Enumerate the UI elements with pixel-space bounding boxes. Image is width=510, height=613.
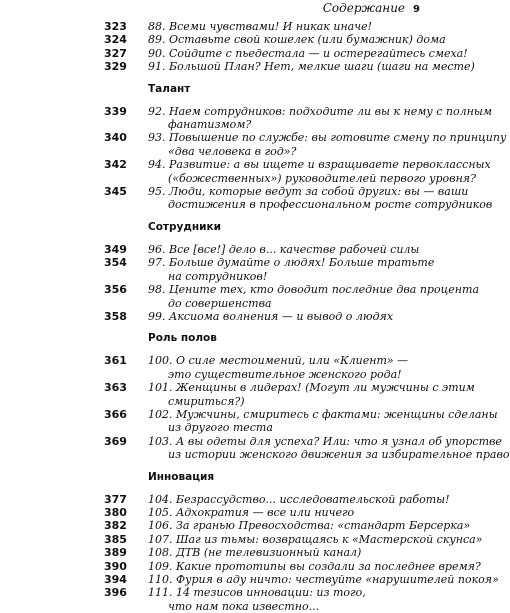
entry-title-line: на сотрудников! — [168, 269, 268, 283]
entry-title-line: 97. Больше думайте о людях! Больше тратьте — [148, 256, 435, 270]
entry-title-line: 103. А вы одеты для успеха? Или: что я узнал об упорстве — [148, 434, 502, 448]
entry-title-line: 93. Повышение по службе: вы готовите смену по принципу — [148, 131, 507, 145]
toc-entry[interactable] — [104, 559, 481, 573]
entry-title-line: 111. 14 тезисов инновации: из того, — [148, 586, 366, 600]
section-title: Роль полов — [148, 332, 217, 345]
toc-entry[interactable] — [104, 573, 499, 586]
entry-title-line: 89. Оставьте свой кошелек (или бумажник) дома — [148, 33, 446, 47]
toc-entry[interactable] — [104, 546, 414, 559]
entry-title-line: 104. Безрассудство... исследовательской работы! — [148, 492, 450, 506]
entry-title-line: 106. За гранью Превосходства: «стандарт Берсерка» — [148, 519, 471, 533]
entry-page-number: 358 — [104, 309, 127, 323]
entry-page-number: 342 — [104, 158, 127, 172]
entry-page-number: 390 — [104, 559, 127, 573]
entry-title-line: 96. Все [все!] дело в... качестве рабочей силы — [148, 242, 420, 256]
entry-title-line: из истории женского движения за избирательное право — [168, 448, 510, 462]
entry-title-line: 94. Развитие: а вы ищете и взращиваете первоклассных — [148, 158, 491, 172]
entry-page-number: 366 — [104, 407, 127, 421]
entry-page-number: 356 — [104, 283, 127, 297]
header-title: Содержание — [322, 1, 406, 15]
entry-page-number: 324 — [104, 33, 127, 47]
toc-entry[interactable] — [104, 20, 414, 33]
entry-page-number: 380 — [104, 505, 127, 519]
section-title: Талант — [148, 82, 191, 95]
entry-title-line: 107. Шаг из тьмы: возвращаясь к «Мастерской скунса» — [148, 532, 483, 546]
toc-entry[interactable] — [104, 283, 480, 310]
toc-entry[interactable] — [104, 586, 414, 613]
toc-entry[interactable] — [104, 60, 475, 74]
entry-page-number: 382 — [104, 519, 127, 533]
toc-entry[interactable] — [104, 519, 471, 533]
entry-title-line: 92. Наем сотрудников: подходите ли вы к нему с полным — [148, 104, 492, 118]
entry-page-number: 329 — [104, 60, 127, 74]
toc-entry[interactable] — [104, 242, 420, 256]
entry-page-number: 354 — [104, 256, 127, 270]
entry-title-line: смириться?) — [168, 394, 245, 408]
entry-page-number: 369 — [104, 434, 127, 448]
toc-entry[interactable] — [104, 434, 510, 462]
section-title: Инновация — [148, 470, 215, 483]
entry-page-number: 377 — [104, 492, 127, 506]
toc-entry[interactable] — [104, 506, 414, 519]
entry-page-number: 363 — [104, 381, 127, 395]
entry-title-line: («божественных») руководителей первого уровня? — [168, 171, 476, 185]
entry-page-number: 323 — [104, 20, 127, 33]
entry-page-number: 385 — [104, 532, 127, 546]
entry-title-line: 99. Аксиома волнения — и вывод о людях — [148, 309, 394, 323]
toc-entry[interactable] — [104, 354, 414, 381]
toc-entry[interactable] — [104, 185, 493, 212]
entry-page-number: 345 — [104, 185, 127, 199]
entry-page-number: 394 — [104, 573, 127, 586]
entry-title-line: 100. О силе местоимений, или «Клиент» — — [148, 354, 409, 368]
entry-title-line: 109. Какие прототипы вы создали за последнее время? — [148, 559, 481, 573]
toc-entry[interactable] — [104, 158, 491, 185]
section-title: Сотрудники — [148, 220, 221, 233]
entry-title-line: 108. ДТВ (не телевизионный канал) — [148, 546, 362, 560]
entry-title-line: из другого теста — [168, 421, 273, 435]
entry-title-line: 95. Люди, которые ведут за собой других: вы — ваши — [148, 185, 469, 199]
entry-title-line: 101. Женщины в лидерах! (Могут ли мужчины с этим — [148, 381, 475, 395]
entry-title-line: 102. Мужчины, смиритесь с фактами: женщины сделаны — [148, 407, 498, 421]
entry-page-number: 389 — [104, 546, 127, 560]
entry-page-number: 396 — [104, 586, 127, 600]
entry-title-line: 91. Большой План? Нет, мелкие шаги (шаги на месте) — [148, 60, 475, 74]
header-page-number: 9 — [413, 4, 420, 15]
entry-page-number: 349 — [104, 242, 127, 256]
toc-entry[interactable] — [104, 532, 483, 546]
toc-entry[interactable] — [104, 381, 475, 408]
toc-entry[interactable] — [104, 46, 468, 60]
toc-entry[interactable] — [104, 131, 507, 158]
toc-entry[interactable] — [104, 492, 450, 506]
toc-entry[interactable] — [104, 104, 492, 132]
toc-entry[interactable] — [104, 310, 414, 323]
entry-title-line: 90. Сойдите с пьедестала — и остерегайтесь смеха! — [148, 46, 468, 60]
entry-title-line: 105. Адхократия — все или ничего — [148, 505, 355, 519]
toc-entry[interactable] — [104, 256, 435, 283]
entry-page-number: 327 — [104, 46, 127, 60]
entry-title-line: достижения в профессиональном росте сотрудников — [168, 198, 493, 212]
entry-title-line: что нам пока известно... — [168, 599, 320, 613]
entry-title-line: фанатизмом? — [168, 118, 252, 132]
entry-title-line: 98. Цените тех, кто доводит последние два процента — [148, 283, 480, 297]
toc-entry[interactable] — [104, 33, 446, 47]
entry-page-number: 361 — [104, 354, 127, 368]
entry-page-number: 340 — [104, 131, 127, 145]
entry-title-line: до совершенства — [168, 296, 272, 310]
running-header — [0, 0, 420, 16]
entry-title-line: «два человека в год»? — [168, 144, 297, 158]
toc-entry[interactable] — [104, 407, 498, 435]
entry-title-line: 88. Всеми чувствами! И никак иначе! — [148, 20, 373, 33]
entry-title-line: это существительное женского рода! — [168, 367, 402, 381]
entry-page-number: 339 — [104, 104, 127, 118]
entry-title-line: 110. Фурия в аду ничто: чествуйте «нарушителей покоя» — [148, 573, 499, 586]
table-of-contents — [104, 20, 510, 613]
